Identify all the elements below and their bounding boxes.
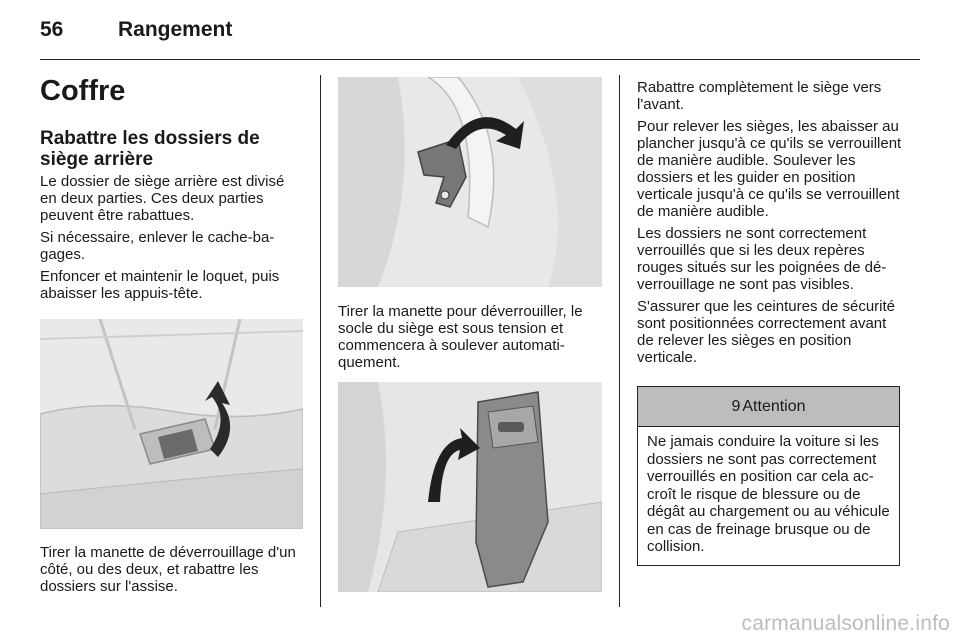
figure-caption-2 bbox=[338, 303, 606, 376]
paragraph: Pour relever les sièges, les abaisser au plancher jusqu'à ce qu'ils se verrouillent de manière audible. Soulever les dossiers et les guider en position verticale jusqu'à ce qu'ils se verrouillent de manière audible. bbox=[637, 118, 902, 220]
watermark: carmanualsonline.info bbox=[741, 612, 950, 635]
section-title: Coffre bbox=[40, 75, 126, 107]
paragraph: Si nécessaire, enlever le cache-bagages. bbox=[40, 229, 275, 263]
paragraph: Le dossier de siège arrière est divisé en deux parties. Ces deux parties peuvent être rabattues. bbox=[40, 173, 285, 224]
paragraph: Les dossiers ne sont correctement verrouillés que si les deux repères rouges situés sur les poignées de déverrouillage ne sont pas visibles. bbox=[637, 225, 887, 293]
page-number: 56 bbox=[40, 18, 64, 41]
figure-caption-1 bbox=[40, 544, 305, 600]
warning-icon: 9 bbox=[731, 397, 741, 415]
warning-title: Attention bbox=[742, 397, 806, 415]
caption-text: Tirer la manette de déverrouillage d'un côté, ou des deux, et rabattre les dossiers sur l'assise. bbox=[40, 544, 296, 595]
paragraph: Rabattre complètement le siège vers l'avant. bbox=[637, 79, 882, 113]
warning-header bbox=[638, 387, 899, 427]
illustration-seat-base-lever bbox=[338, 77, 602, 287]
warning-text: Ne jamais conduire la voiture si les dossiers ne sont pas correctement verrouillés en position car cela accroît le risque de blessure ou de dégât au chargement ou au véhicule en cas de freinage brusque ou de collision. bbox=[647, 433, 890, 555]
running-title: Rangement bbox=[118, 18, 233, 41]
header-rule bbox=[40, 59, 920, 60]
illustration-folded-seat bbox=[338, 382, 602, 592]
warning-box bbox=[637, 386, 900, 566]
paragraph: Enfoncer et maintenir le loquet, puis abaisser les appuis-tête. bbox=[40, 268, 280, 302]
page-header bbox=[40, 18, 920, 60]
column-divider-1 bbox=[320, 75, 321, 607]
column-divider-2 bbox=[619, 75, 620, 607]
paragraph: S'assurer que les ceintures de sécurité sont positionnées correctement avant de relever les sièges en position verticale. bbox=[637, 298, 895, 366]
illustration-seat-release-lever bbox=[40, 319, 303, 529]
caption-text: Tirer la manette pour déverrouiller, le socle du siège est sous tension et commencera à soulever automatiquement. bbox=[338, 303, 583, 371]
column1-text bbox=[40, 173, 305, 307]
subsection-title: Rabattre les dossiers de siège arrière bbox=[40, 128, 260, 170]
column3-text bbox=[637, 79, 902, 371]
